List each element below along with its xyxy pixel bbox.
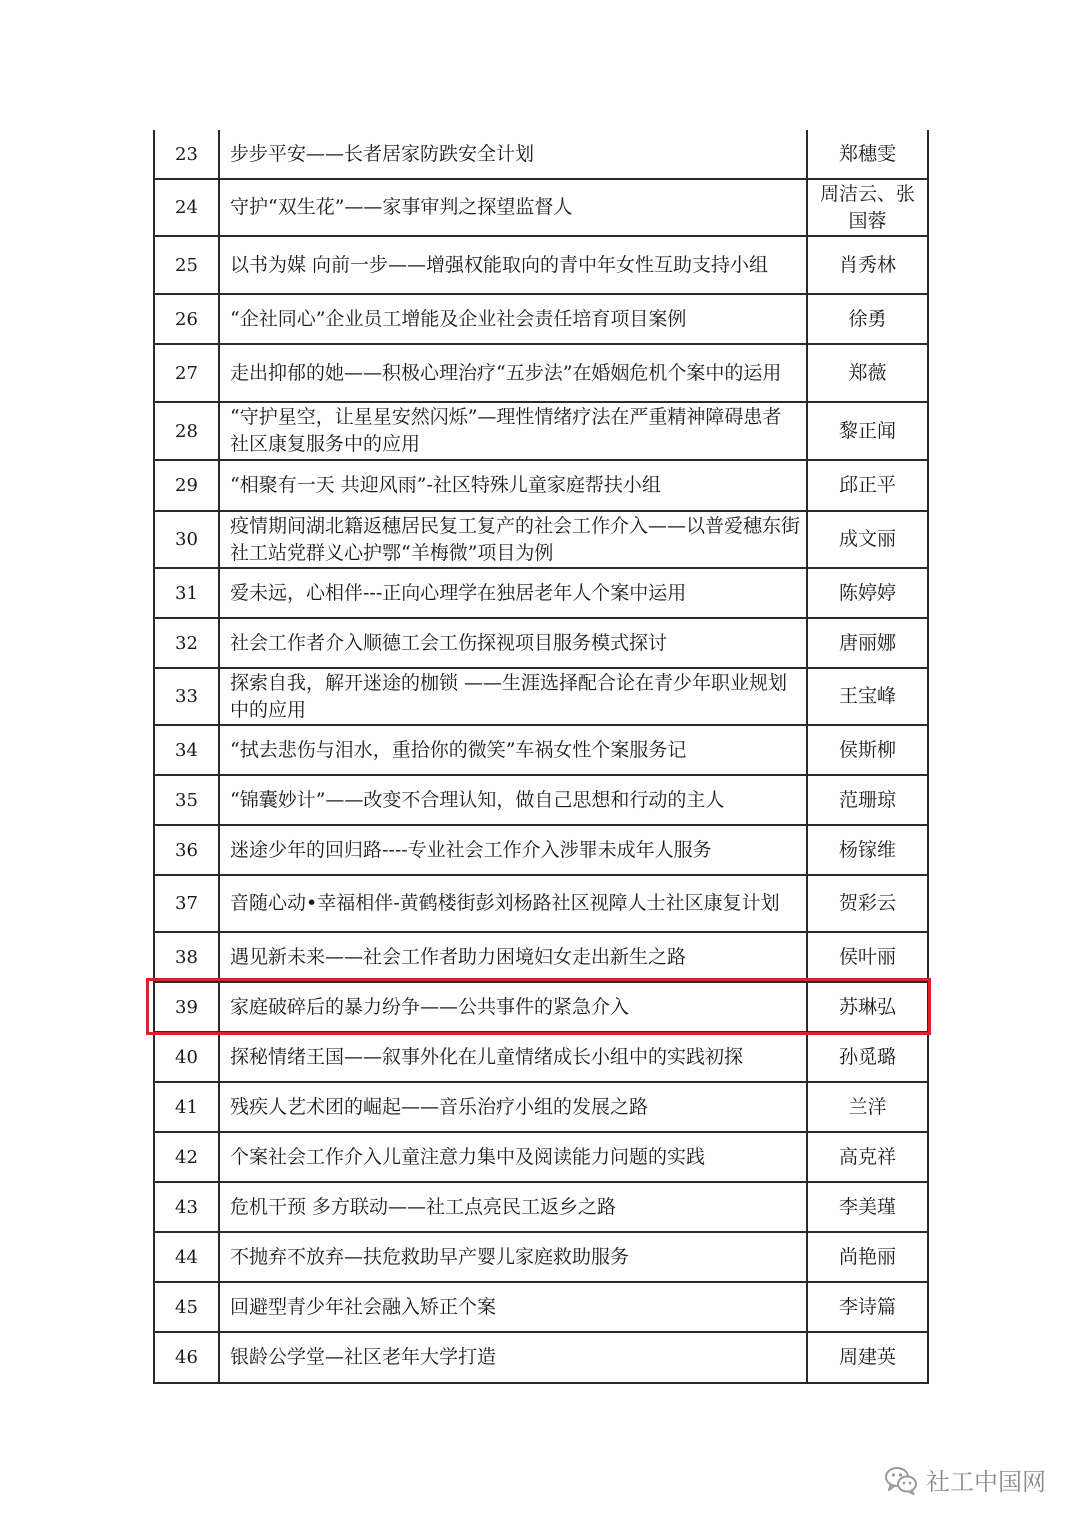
row-number: 43 <box>154 1182 219 1232</box>
table-row <box>154 1132 928 1182</box>
case-author: 苏琳弘 <box>807 982 928 1032</box>
row-number: 34 <box>154 725 219 775</box>
case-title: 家庭破碎后的暴力纷争——公共事件的紧急介入 <box>219 982 807 1032</box>
case-author: 李美瑾 <box>807 1182 928 1232</box>
table-row <box>154 402 928 460</box>
case-title: “相聚有一天 共迎风雨”-社区特殊儿童家庭帮扶小组 <box>219 460 807 511</box>
case-author: 范珊琼 <box>807 775 928 825</box>
case-title: 步步平安——长者居家防跌安全计划 <box>219 130 807 179</box>
case-title: 社会工作者介入顺德工会工伤探视项目服务模式探讨 <box>219 618 807 668</box>
case-author: 兰洋 <box>807 1082 928 1132</box>
table-row <box>154 1232 928 1282</box>
table-row <box>154 179 928 236</box>
table-row <box>154 875 928 932</box>
row-number: 33 <box>154 668 219 725</box>
case-author: 高克祥 <box>807 1132 928 1182</box>
case-title: 遇见新未来——社会工作者助力困境妇女走出新生之路 <box>219 932 807 982</box>
highlight-box <box>146 978 931 1035</box>
wechat-icon <box>884 1465 918 1495</box>
table-row <box>154 618 928 668</box>
case-author: 邱正平 <box>807 460 928 511</box>
case-title: 迷途少年的回归路----专业社会工作介入涉罪未成年人服务 <box>219 825 807 875</box>
row-number: 30 <box>154 511 219 568</box>
case-title: “企社同心”企业员工增能及企业社会责任培育项目案例 <box>219 294 807 344</box>
case-title: 音随心动•幸福相伴-黄鹤楼街彭刘杨路社区视障人士社区康复计划 <box>219 875 807 932</box>
table-row <box>154 1032 928 1082</box>
case-title: 探秘情绪王国——叙事外化在儿童情绪成长小组中的实践初探 <box>219 1032 807 1082</box>
row-number: 29 <box>154 460 219 511</box>
watermark-text: 社工中国网 <box>926 1468 1046 1496</box>
table-row <box>154 344 928 402</box>
table-row <box>154 294 928 344</box>
case-author: 郑穗雯 <box>807 130 928 179</box>
table-row <box>154 460 928 511</box>
case-author: 贺彩云 <box>807 875 928 932</box>
case-title: 爱未远，心相伴---正向心理学在独居老年人个案中运用 <box>219 568 807 618</box>
watermark <box>884 1462 1046 1497</box>
case-author: 陈婷婷 <box>807 568 928 618</box>
case-title: 个案社会工作介入儿童注意力集中及阅读能力问题的实践 <box>219 1132 807 1182</box>
table-row <box>154 725 928 775</box>
row-number: 28 <box>154 402 219 460</box>
case-author: 孙觅璐 <box>807 1032 928 1082</box>
row-number: 42 <box>154 1132 219 1182</box>
case-title: 危机干预 多方联动——社工点亮民工返乡之路 <box>219 1182 807 1232</box>
table-body <box>154 130 928 1383</box>
case-author: 肖秀林 <box>807 236 928 294</box>
case-author: 周洁云、张国蓉 <box>807 179 928 236</box>
table-row <box>154 1282 928 1332</box>
table-row <box>154 1082 928 1132</box>
row-number: 25 <box>154 236 219 294</box>
case-author: 侯叶丽 <box>807 932 928 982</box>
row-number: 37 <box>154 875 219 932</box>
case-list-table <box>153 130 929 1384</box>
row-number: 39 <box>154 982 219 1032</box>
case-author: 王宝峰 <box>807 668 928 725</box>
case-author: 唐丽娜 <box>807 618 928 668</box>
table-row <box>154 511 928 568</box>
row-number: 40 <box>154 1032 219 1082</box>
case-title: 守护“双生花”——家事审判之探望监督人 <box>219 179 807 236</box>
table-row <box>154 825 928 875</box>
case-author: 尚艳丽 <box>807 1232 928 1282</box>
row-number: 46 <box>154 1332 219 1383</box>
case-title: 银龄公学堂—社区老年大学打造 <box>219 1332 807 1383</box>
row-number: 26 <box>154 294 219 344</box>
table-row <box>154 568 928 618</box>
table-row <box>154 1182 928 1232</box>
row-number: 23 <box>154 130 219 179</box>
row-number: 36 <box>154 825 219 875</box>
case-title: 探索自我，解开迷途的枷锁 ——生涯选择配合论在青少年职业规划中的应用 <box>219 668 807 725</box>
row-number: 35 <box>154 775 219 825</box>
case-title: 以书为媒 向前一步——增强权能取向的青中年女性互助支持小组 <box>219 236 807 294</box>
case-title: “拭去悲伤与泪水，重拾你的微笑”车祸女性个案服务记 <box>219 725 807 775</box>
row-number: 31 <box>154 568 219 618</box>
row-number: 32 <box>154 618 219 668</box>
table-row <box>154 932 928 982</box>
case-title: 回避型青少年社会融入矫正个案 <box>219 1282 807 1332</box>
row-number: 44 <box>154 1232 219 1282</box>
case-author: 李诗篇 <box>807 1282 928 1332</box>
case-author: 杨镓维 <box>807 825 928 875</box>
row-number: 38 <box>154 932 219 982</box>
case-author: 成文丽 <box>807 511 928 568</box>
case-author: 侯斯柳 <box>807 725 928 775</box>
row-number: 45 <box>154 1282 219 1332</box>
case-author: 黎正闻 <box>807 402 928 460</box>
row-number: 24 <box>154 179 219 236</box>
case-title: “守护星空，让星星安然闪烁”—理性情绪疗法在严重精神障碍患者社区康复服务中的应用 <box>219 402 807 460</box>
case-author: 郑薇 <box>807 344 928 402</box>
row-number: 27 <box>154 344 219 402</box>
table-row <box>154 1332 928 1383</box>
case-author: 徐勇 <box>807 294 928 344</box>
table-row <box>154 236 928 294</box>
case-title: 残疾人艺术团的崛起——音乐治疗小组的发展之路 <box>219 1082 807 1132</box>
case-title: 走出抑郁的她——积极心理治疗“五步法”在婚姻危机个案中的运用 <box>219 344 807 402</box>
table-row <box>154 130 928 179</box>
case-author: 周建英 <box>807 1332 928 1383</box>
row-number: 41 <box>154 1082 219 1132</box>
case-title: “锦囊妙计”——改变不合理认知，做自己思想和行动的主人 <box>219 775 807 825</box>
table-row <box>154 775 928 825</box>
case-title: 疫情期间湖北籍返穗居民复工复产的社会工作介入——以普爱穗东街社工站党群义心护鄂“羊梅微”项目为例 <box>219 511 807 568</box>
table-row <box>154 668 928 725</box>
case-title: 不抛弃不放弃—扶危救助早产婴儿家庭救助服务 <box>219 1232 807 1282</box>
